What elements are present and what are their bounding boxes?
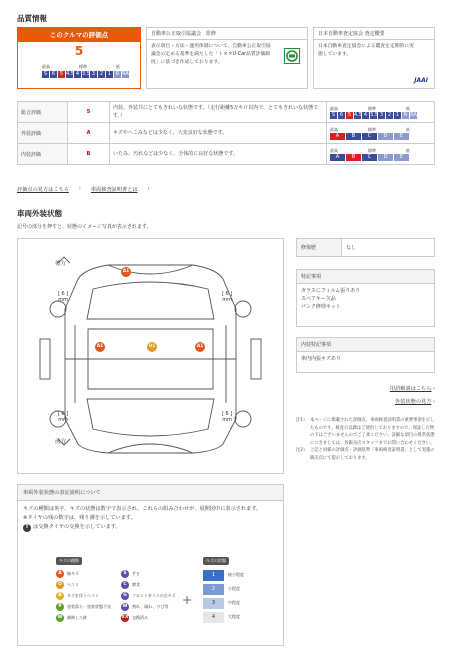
front-label: 前方	[55, 439, 67, 445]
eval-score-value: 5	[74, 44, 84, 58]
jaai-body: 日本自動車査定協会による鑑査を定期的に実施しています。	[318, 44, 414, 57]
damage-type-badge: G	[121, 592, 129, 600]
evaluation-row	[18, 123, 435, 144]
damage-type-badge: W	[57, 614, 63, 620]
damage-type-badge: A	[56, 570, 64, 578]
damage-type-label: 腐食	[132, 581, 140, 587]
special-notes-box	[296, 269, 435, 327]
evaluation-scale	[327, 102, 435, 123]
severity-label: 小程度	[228, 586, 240, 591]
interior-notes-box	[296, 337, 435, 373]
special-note-line: パンク修理キット	[301, 304, 341, 310]
severity-number: 1	[203, 570, 224, 581]
damage-type-item	[56, 590, 115, 601]
interior-notes-header: 内装特記事項	[297, 338, 434, 352]
scale-cell: B	[346, 133, 361, 140]
severity-label: 大程度	[228, 614, 240, 619]
severity-item	[203, 596, 273, 610]
special-note-line: スペアキー欠品	[301, 296, 336, 302]
scale-caption: 標準	[368, 147, 376, 153]
tire-depth-rear-left: [ 6 ] mm	[58, 291, 69, 303]
repair-history-value: なし	[346, 245, 357, 251]
scale-cell: S	[331, 111, 336, 118]
evaluation-scale	[327, 144, 435, 165]
aaa-info-box	[146, 27, 308, 89]
footnote-1: 本ページに掲載された評価点、車両検査証明書の重要事項を示したものです。検査日以降はご使用しておりますので、保証した物の下はございませんのでご了承ください。詳細な項目の異常状態につきましては、各販売店スタッフまでお問い合わせください。	[310, 418, 435, 446]
exterior-section-title: 車両外装状態	[17, 209, 62, 218]
evaluation-table	[17, 101, 435, 165]
damage-type-badge: XX	[121, 614, 129, 620]
damage-type-item	[121, 579, 180, 590]
scale-caption: 最高	[330, 147, 338, 153]
damage-marker[interactable]: A1	[195, 342, 205, 352]
damage-marker[interactable]: A1	[121, 267, 131, 277]
eval-card-header: このクルマの評価点	[18, 28, 140, 42]
scale-cell: R	[403, 111, 408, 118]
severity-item	[203, 568, 273, 582]
evaluation-row	[18, 144, 435, 165]
damage-type-label: キズを伴うヘコミ	[67, 592, 99, 598]
damage-type-label: 線キズ	[67, 570, 79, 576]
scale-cell: A	[330, 133, 345, 140]
damage-type-item	[121, 612, 180, 623]
evaluation-label: 外装評価	[18, 123, 68, 144]
interior-note-line: 車内内張キズあり	[301, 356, 341, 362]
scale-cell: 4.5	[66, 71, 74, 77]
damage-type-badge: P	[56, 603, 64, 611]
scale-cell: 4.5	[354, 111, 362, 118]
key-body-1: キズの種類は英字、キズの状態は数字で表示され、これらの組み合わせが、展開図中に表示されます。	[23, 506, 262, 512]
damage-type-badge: C	[121, 581, 129, 589]
quality-standard-link[interactable]: 車両検査証明書とは	[90, 187, 138, 193]
damage-type-header: キズの種類	[56, 557, 82, 565]
scale-cell: E	[394, 154, 409, 161]
tire-depth-front-right: [ 6 ] mm	[222, 411, 233, 423]
scale-caption: 低	[406, 105, 410, 111]
key-body-2: ※タイヤの残の数字は、残り溝を示しています。	[23, 515, 136, 521]
damage-type-label: 交換済み	[132, 614, 148, 620]
evaluation-label: 総合評価	[18, 102, 68, 123]
evaluation-scale	[327, 123, 435, 144]
jaai-title: 日本自動車査定協会 査定概要	[314, 28, 434, 40]
severity-label: 中程度	[228, 600, 240, 605]
car-diagram-box	[17, 238, 284, 474]
damage-type-label: ヘコミ	[67, 581, 79, 587]
scale-cell: 3	[379, 111, 384, 118]
chevron-right-icon: ›	[433, 386, 435, 392]
aaa-logo-icon	[284, 48, 300, 64]
scale-caption: 最高	[330, 105, 338, 111]
evaluation-label: 内装評価	[18, 144, 68, 165]
damage-type-item	[56, 601, 115, 612]
scale-cell: D	[378, 133, 393, 140]
exterior-note: 記号の部分を押すと、状態のイメージ写真が表示されます。	[17, 224, 152, 230]
scale-cell: 4	[363, 111, 368, 118]
scale-cell: C	[362, 154, 377, 161]
scale-cell: D	[378, 154, 393, 161]
scale-caption: 低	[406, 126, 410, 132]
scale-cell: 6	[339, 111, 344, 118]
severity-header: キズの状態	[203, 557, 229, 565]
damage-type-badge: W	[122, 603, 128, 609]
damage-type-item	[121, 590, 180, 601]
damage-type-legend	[56, 568, 180, 623]
scale-cell: 1	[395, 111, 400, 118]
scale-cell: S	[43, 71, 48, 77]
severity-label: 極小程度	[228, 572, 244, 577]
scale-cell: 2	[387, 111, 392, 118]
chevron-right-icon: ›	[78, 186, 81, 192]
damage-type-badge: B	[56, 592, 64, 600]
evaluation-description: 内装、外装共にとてもきれいな状態です。（走行距離5万キロ以内で、とてもきれいな状態です。）	[110, 102, 327, 123]
scale-cell: C	[362, 133, 377, 140]
jaai-logo: JAAI	[414, 77, 428, 84]
scale-caption: 最高	[330, 126, 338, 132]
damage-type-item	[121, 601, 180, 612]
tire-depth-front-left: [ 6 ] mm	[58, 411, 69, 423]
quality-section-title: 品質情報	[17, 14, 47, 23]
evaluation-description: いたみ、汚れなどは少なく、全体的に良好な状態です。	[110, 144, 327, 165]
scale-cell: R	[115, 71, 120, 77]
scale-caption: 標準	[368, 105, 376, 111]
scale-caption: 低	[406, 147, 410, 153]
key-box-title: 車両外装状態の表記説明について	[18, 485, 283, 501]
tire-depth-rear-right: [ 6 ] mm	[222, 291, 233, 303]
best-label: 最高	[42, 64, 50, 69]
scale-cell: 6	[51, 71, 56, 77]
scale-cell: B	[346, 154, 361, 161]
chevron-right-icon: ›	[147, 186, 150, 192]
scale-cell: RA	[122, 71, 129, 77]
scale-cell: RA	[410, 111, 417, 118]
scale-cell: 4	[75, 71, 80, 77]
tire-swap-icon: T	[23, 524, 31, 532]
scale-cell: A	[330, 154, 345, 161]
scale-cell: 5	[347, 111, 352, 118]
low-label: 低	[116, 64, 120, 69]
glossary-link[interactable]: 用語解説はこちら	[389, 386, 432, 392]
damage-marker[interactable]: A1	[95, 342, 105, 352]
footnote-2: 上記と同様の評価点・評価基準「車両検査証明書」として実施の販売店にて提示しております。	[310, 448, 435, 461]
special-note-line: ガラスにフィルム張りあり	[301, 288, 361, 294]
scale-cell: 3.5	[82, 71, 90, 77]
repair-history-box	[296, 238, 435, 257]
evaluation-description: キズやへこみなどは少なく、大変良好な状態です。	[110, 123, 327, 144]
how-to-read-link[interactable]: 評価点の見方はこちら	[17, 187, 69, 193]
scale-cell: 3.5	[370, 111, 378, 118]
scale-caption: 標準	[368, 126, 376, 132]
key-body-3: は交換タイヤの交換を示しています。	[33, 524, 121, 530]
scale-cell: 1	[107, 71, 112, 77]
rear-label: 後方	[55, 261, 67, 267]
jaai-info-box	[313, 27, 435, 89]
repair-history-label: 修復歴	[297, 239, 342, 256]
damage-type-badge: S	[121, 570, 129, 578]
eval-score-card	[17, 27, 141, 89]
plus-icon: +	[182, 593, 193, 607]
damage-type-item	[56, 579, 115, 590]
aaa-title: 自動車公正取引協議会 監修	[147, 28, 307, 40]
key-explanation-box	[17, 484, 284, 646]
damage-type-label: フロントガラスの点キズ	[132, 592, 176, 598]
severity-number: 3	[203, 598, 224, 609]
damage-type-label: 補修した跡	[67, 614, 87, 620]
score-scale	[42, 71, 140, 78]
severity-item	[203, 610, 273, 624]
std-label: 標準	[79, 64, 87, 69]
special-notes-header: 特記事項	[297, 270, 434, 284]
damage-type-badge: U	[56, 581, 64, 589]
damage-type-item	[56, 568, 115, 579]
evaluation-row	[18, 102, 435, 123]
damage-type-label: 割れ、破れ、ひび等	[132, 603, 169, 609]
evaluation-grade: 5	[68, 102, 110, 123]
scale-cell: 3	[91, 71, 96, 77]
evaluation-grade: A	[68, 123, 110, 144]
scale-cell: E	[394, 133, 409, 140]
severity-legend	[203, 568, 273, 624]
chevron-right-icon: ›	[433, 399, 435, 405]
scale-cell: 5	[59, 71, 64, 77]
footnotes: 注1） 本ページに掲載された評価点、車両検査証明書の重要事項を示したものです。検査日以降はご使用しておりますので、保証した物の下はございませんのでご了承ください。詳細な項目の異常状態につきましては、各販売店スタッフまでお問い合わせください。 注2） 上記と同様の評価点・評価基準「車両検査証明書」として実施の販売店にて提示しております。	[296, 418, 435, 461]
damage-type-item	[56, 612, 115, 623]
damage-type-item	[121, 568, 180, 579]
damage-marker[interactable]: U1	[147, 342, 157, 352]
severity-number: 2	[203, 584, 224, 595]
scale-cell: 2	[99, 71, 104, 77]
aaa-body: 表示項目・方法・運用体制について、自動車公正取引協議会の定める基準を満たした「トヨタU-Car品質評価制度」に基づき作成しております。	[151, 44, 271, 65]
evaluation-grade: B	[68, 144, 110, 165]
exterior-guide-link[interactable]: 外装状態の見方	[395, 399, 432, 405]
damage-type-label: サビ	[132, 570, 140, 576]
severity-number: 4	[203, 612, 224, 623]
damage-type-label: 塗装落ち・塗装状態不良	[67, 603, 111, 609]
severity-item	[203, 582, 273, 596]
